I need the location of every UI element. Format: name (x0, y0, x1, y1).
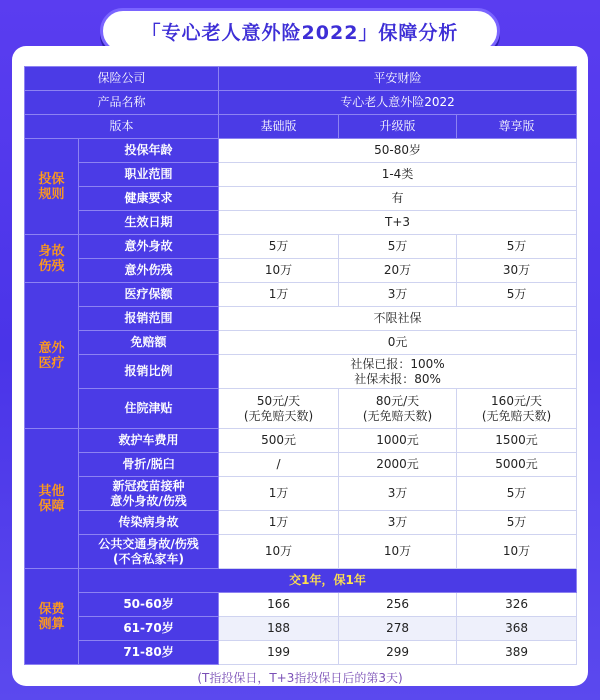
header-row-company (25, 67, 577, 91)
company-value: 平安财险 (219, 67, 577, 91)
item-label: 职业范围 (79, 163, 219, 187)
version-basic: 基础版 (219, 115, 339, 139)
item-value: 有 (219, 187, 577, 211)
premium-basic: 188 (219, 617, 339, 641)
ratio-line-2: 社保未报：80% (354, 371, 441, 386)
category-other: 其他 保障 (25, 429, 79, 569)
item-label: 骨折/脱臼 (79, 453, 219, 477)
other-row (25, 453, 577, 477)
item-value: 不限社保 (219, 307, 577, 331)
other-row (25, 429, 577, 453)
item-label: 免赔额 (79, 331, 219, 355)
premium-upgrade: 278 (339, 617, 457, 641)
premium-row (25, 617, 577, 641)
value-premium: 5万 (457, 477, 577, 511)
premium-upgrade: 299 (339, 641, 457, 665)
value-basic: 500元 (219, 429, 339, 453)
medical-row (25, 283, 577, 307)
item-label (79, 477, 219, 511)
premium-basic: 199 (219, 641, 339, 665)
premium-notice: 交1年，保1年 (79, 569, 577, 593)
item-label: 住院津贴 (79, 389, 219, 429)
value-premium: 5万 (457, 283, 577, 307)
premium-premium: 368 (457, 617, 577, 641)
rules-row (25, 163, 577, 187)
item-label: 报销范围 (79, 307, 219, 331)
value-basic (219, 389, 339, 429)
value-line-1: 50元/天 (256, 393, 301, 408)
value-upgrade: 3万 (339, 477, 457, 511)
value-basic: / (219, 453, 339, 477)
company-label: 保险公司 (25, 67, 219, 91)
version-premium: 尊享版 (457, 115, 577, 139)
premium-basic: 166 (219, 593, 339, 617)
header-row-version (25, 115, 577, 139)
value-basic: 10万 (219, 535, 339, 569)
value-line-2: (无免赔天数) (362, 408, 433, 423)
age-label: 50-60岁 (79, 593, 219, 617)
page-title: 「专心老人意外险2022」保障分析 (141, 21, 459, 44)
item-label: 意外身故 (79, 235, 219, 259)
value-premium: 10万 (457, 535, 577, 569)
ratio-value (219, 355, 577, 389)
value-upgrade: 3万 (339, 511, 457, 535)
item-label: 生效日期 (79, 211, 219, 235)
item-label: 救护车费用 (79, 429, 219, 453)
version-label: 版本 (25, 115, 219, 139)
value-premium: 1500元 (457, 429, 577, 453)
item-label: 报销比例 (79, 355, 219, 389)
value-upgrade: 3万 (339, 283, 457, 307)
item-value: 1-4类 (219, 163, 577, 187)
item-label: 传染病身故 (79, 511, 219, 535)
premium-notice-row (25, 569, 577, 593)
value-upgrade: 20万 (339, 259, 457, 283)
value-upgrade: 1000元 (339, 429, 457, 453)
item-label: 医疗保额 (79, 283, 219, 307)
category-rules: 投保 规则 (25, 139, 79, 235)
rules-row (25, 211, 577, 235)
medical-row (25, 389, 577, 429)
value-basic: 10万 (219, 259, 339, 283)
value-basic: 1万 (219, 511, 339, 535)
item-line-1: 公共交通身故/伤残 (98, 536, 199, 551)
header-row-product (25, 91, 577, 115)
item-line-2: 意外身故/伤残 (110, 493, 187, 508)
value-premium: 5万 (457, 235, 577, 259)
other-row (25, 535, 577, 569)
death-row (25, 259, 577, 283)
premium-premium: 389 (457, 641, 577, 665)
medical-row (25, 307, 577, 331)
premium-premium: 326 (457, 593, 577, 617)
value-premium: 5000元 (457, 453, 577, 477)
value-basic: 1万 (219, 477, 339, 511)
death-row (25, 235, 577, 259)
value-upgrade (339, 389, 457, 429)
value-premium: 30万 (457, 259, 577, 283)
premium-row (25, 641, 577, 665)
ratio-line-1: 社保已报：100% (350, 356, 445, 371)
other-row (25, 477, 577, 511)
category-premium: 保费 测算 (25, 569, 79, 665)
footnote: (T指投保日，T+3指投保日后的第3天) (197, 671, 403, 685)
medical-row (25, 355, 577, 389)
item-label (79, 535, 219, 569)
comparison-table (24, 66, 577, 665)
value-line-1: 160元/天 (491, 393, 542, 408)
value-line-1: 80元/天 (375, 393, 420, 408)
value-upgrade: 5万 (339, 235, 457, 259)
value-premium (457, 389, 577, 429)
premium-upgrade: 256 (339, 593, 457, 617)
item-value: 50-80岁 (219, 139, 577, 163)
item-line-2: (不含私家车) (113, 551, 184, 566)
value-upgrade: 2000元 (339, 453, 457, 477)
value-basic: 5万 (219, 235, 339, 259)
value-upgrade: 10万 (339, 535, 457, 569)
item-value: 0元 (219, 331, 577, 355)
other-row (25, 511, 577, 535)
product-value: 专心老人意外险2022 (219, 91, 577, 115)
premium-row (25, 593, 577, 617)
rules-row (25, 187, 577, 211)
item-value: T+3 (219, 211, 577, 235)
value-premium: 5万 (457, 511, 577, 535)
age-label: 61-70岁 (79, 617, 219, 641)
value-line-2: (无免赔天数) (481, 408, 552, 423)
rules-row (25, 139, 577, 163)
value-basic: 1万 (219, 283, 339, 307)
category-medical: 意外 医疗 (25, 283, 79, 429)
age-label: 71-80岁 (79, 641, 219, 665)
value-line-2: (无免赔天数) (243, 408, 314, 423)
version-upgrade: 升级版 (339, 115, 457, 139)
category-death: 身故 伤残 (25, 235, 79, 283)
item-label: 意外伤残 (79, 259, 219, 283)
medical-row (25, 331, 577, 355)
item-line-1: 新冠疫苗接种 (112, 478, 185, 493)
item-label: 健康要求 (79, 187, 219, 211)
product-label: 产品名称 (25, 91, 219, 115)
item-label: 投保年龄 (79, 139, 219, 163)
